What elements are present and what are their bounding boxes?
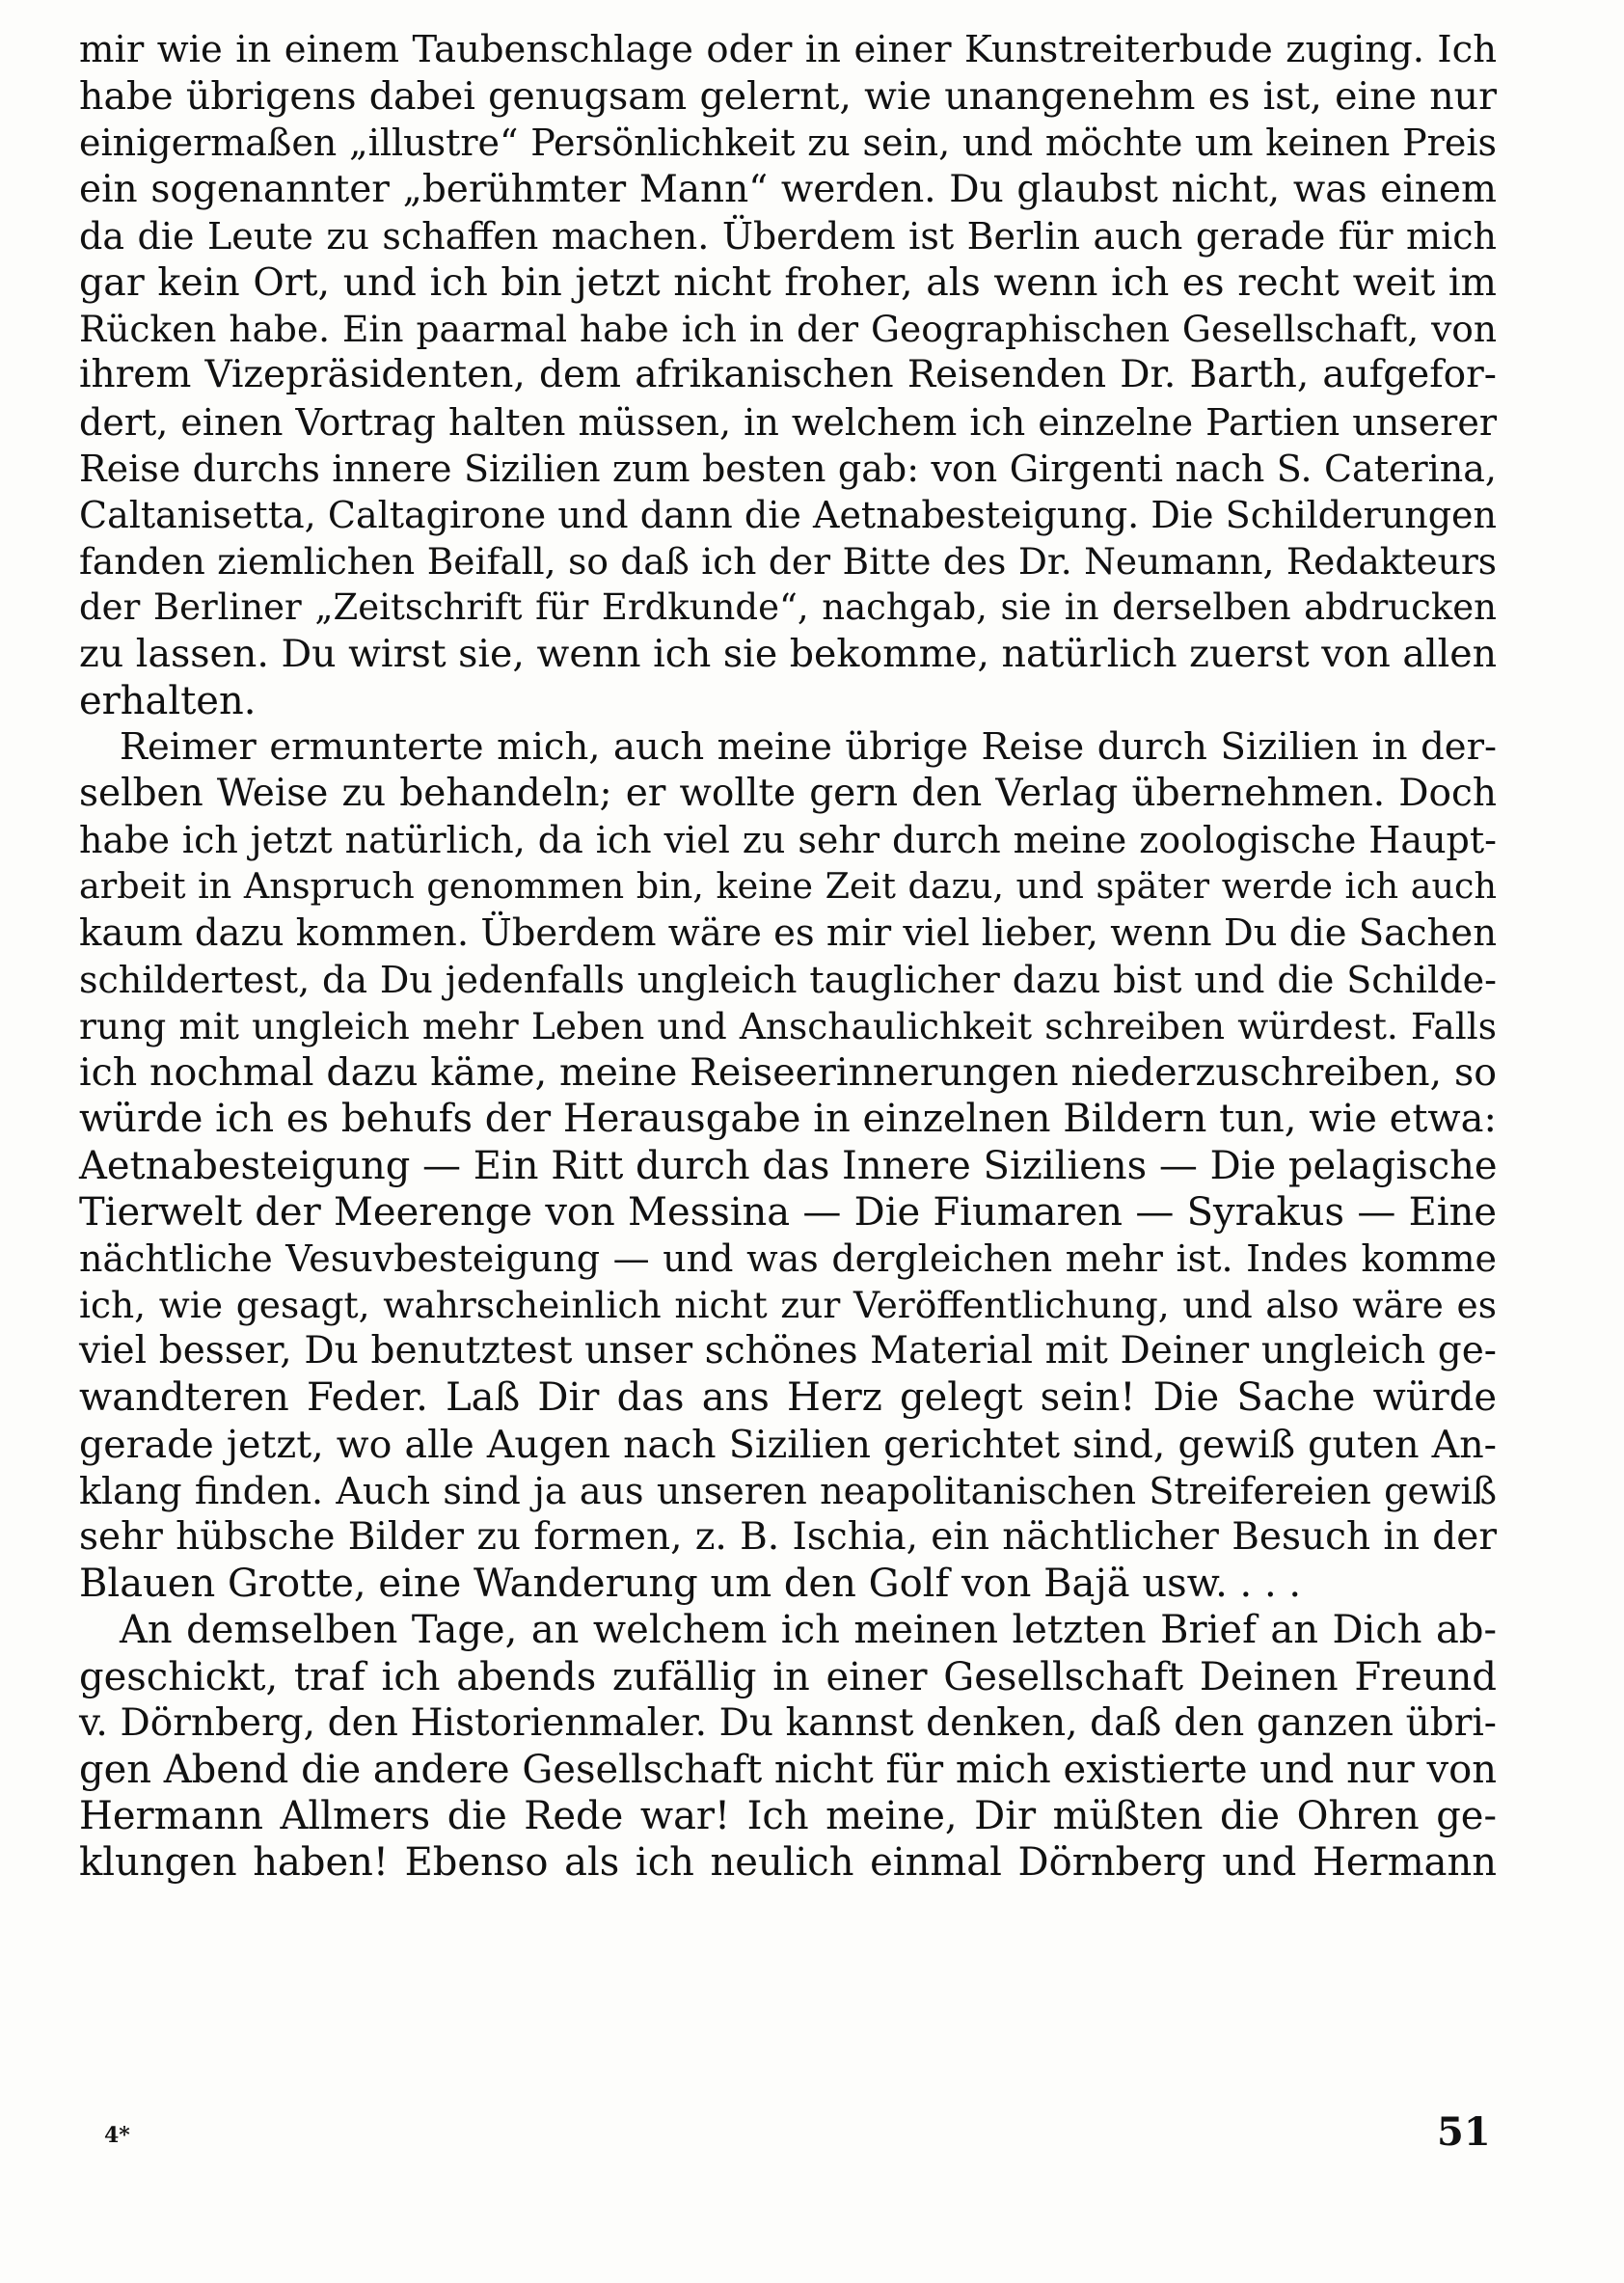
text-line: gen Abend die andere Gesellschaft nicht für mich existierte und nur von: [79, 1747, 1497, 1792]
text-line: der Berliner „Zeitschrift für Erdkunde“, nachgab, sie in derselben abdrucken: [79, 586, 1497, 629]
text-line: dert, einen Vortrag halten müssen, in welchem ich einzelne Partien unserer: [79, 400, 1497, 444]
text-line: fanden ziemlichen Beifall, so daß ich der Bitte des Dr. Neumann, Redakteurs: [79, 540, 1497, 584]
text-line: geschickt, traf ich abends zufällig in einer Gesellschaft Deinen Freund: [79, 1654, 1497, 1699]
body-text: [79, 27, 1497, 1887]
text-line: würde ich es behufs der Herausgabe in einzelnen Bildern tun, wie etwa:: [79, 1097, 1497, 1142]
text-line: nächtliche Vesuvbesteigung — und was dergleichen mehr ist. Indes komme: [79, 1237, 1497, 1280]
text-line: habe übrigens dabei genugsam gelernt, wie unangenehm es ist, eine nur: [79, 74, 1497, 120]
text-line: wandteren Feder. Laß Dir das ans Herz gelegt sein! Die Sache würde: [79, 1375, 1497, 1421]
text-line: ich nochmal dazu käme, meine Reiseerinnerungen niederzuschreiben, so: [79, 1050, 1497, 1096]
text-line: selben Weise zu behandeln; er wollte gern den Verlag übernehmen. Doch: [79, 772, 1497, 815]
text-line: Aetnabesteigung — Ein Ritt durch das Innere Siziliens — Die pelagische: [79, 1143, 1498, 1188]
text-line: klang finden. Auch sind ja aus unseren neapolitanischen Streifereien gewiß: [79, 1469, 1497, 1512]
text-line: Tierwelt der Meerenge von Messina — Die Fiumaren — Syrakus — Eine: [79, 1189, 1497, 1235]
page-number: 51: [1437, 2109, 1491, 2155]
text-line: arbeit in Anspruch genommen bin, keine Zeit dazu, und später werde ich auch: [79, 865, 1497, 908]
text-line: ich, wie gesagt, wahrscheinlich nicht zur Veröffentlichung, und also wäre es: [79, 1284, 1497, 1327]
text-line: kaum dazu kommen. Überdem wäre es mir viel lieber, wenn Du die Sachen: [79, 910, 1497, 955]
text-line: Reise durchs innere Sizilien zum besten gab: von Girgenti nach S. Caterina,: [79, 447, 1497, 490]
page-footer: [0, 2109, 1624, 2167]
text-line: da die Leute zu schaffen machen. Überdem ist Berlin auch gerade für mich: [79, 214, 1497, 258]
text-line: zu lassen. Du wirst sie, wenn ich sie bekomme, natürlich zuerst von allen: [79, 632, 1498, 677]
text-line: erhalten.: [79, 678, 257, 723]
text-line: v. Dörnberg, den Historienmaler. Du kannst denken, daß den ganzen übri-: [79, 1700, 1497, 1745]
text-line: habe ich jetzt natürlich, da ich viel zu sehr durch meine zoologische Haupt-: [79, 819, 1497, 862]
text-line: klungen haben! Ebenso als ich neulich einmal Dörnberg und Hermann: [79, 1840, 1497, 1886]
text-line: Blauen Grotte, eine Wanderung um den Golf von Bajä usw. . . .: [79, 1562, 1302, 1607]
text-line: gerade jetzt, wo alle Augen nach Sizilien gerichtet sind, gewiß guten An-: [79, 1422, 1497, 1467]
text-line: ihrem Vizepräsidenten, dem afrikanischen Reisenden Dr. Barth, aufgefor-: [79, 353, 1497, 397]
signature-mark: 4*: [104, 2123, 130, 2148]
text-line: ein sogenannter „berühmter Mann“ werden. Du glaubst nicht, was einem: [79, 167, 1497, 211]
text-line: sehr hübsche Bilder zu formen, z. B. Ischia, ein nächtlicher Besuch in der: [79, 1515, 1497, 1559]
text-line: Caltanisetta, Caltagirone und dann die Aetnabesteigung. Die Schilderungen: [79, 493, 1497, 536]
text-line: gar kein Ort, und ich bin jetzt nicht froher, als wenn ich es recht weit im: [79, 259, 1497, 305]
paragraph-start-line: An demselben Tage, an welchem ich meinen letzten Brief an Dich ab-: [120, 1608, 1497, 1653]
text-line: schildertest, da Du jedenfalls ungleich tauglicher dazu bist und die Schilde-: [79, 958, 1497, 1001]
text-line: viel besser, Du benutztest unser schönes Material mit Deiner ungleich ge-: [79, 1329, 1497, 1373]
text-line: mir wie in einem Taubenschlage oder in einer Kunstreiterbude zuging. Ich: [79, 28, 1497, 71]
text-line: rung mit ungleich mehr Leben und Anschaulichkeit schreiben würdest. Falls: [79, 1004, 1497, 1047]
text-line: einigermaßen „illustre“ Persönlichkeit zu sein, und möchte um keinen Preis: [79, 122, 1497, 165]
text-line: Rücken habe. Ein paarmal habe ich in der Geographischen Gesellschaft, von: [79, 308, 1497, 351]
text-line: Hermann Allmers die Rede war! Ich meine, Dir müßten die Ohren ge-: [79, 1794, 1497, 1839]
paragraph-start-line: Reimer ermunterte mich, auch meine übrige Reise durch Sizilien in der-: [120, 724, 1497, 769]
